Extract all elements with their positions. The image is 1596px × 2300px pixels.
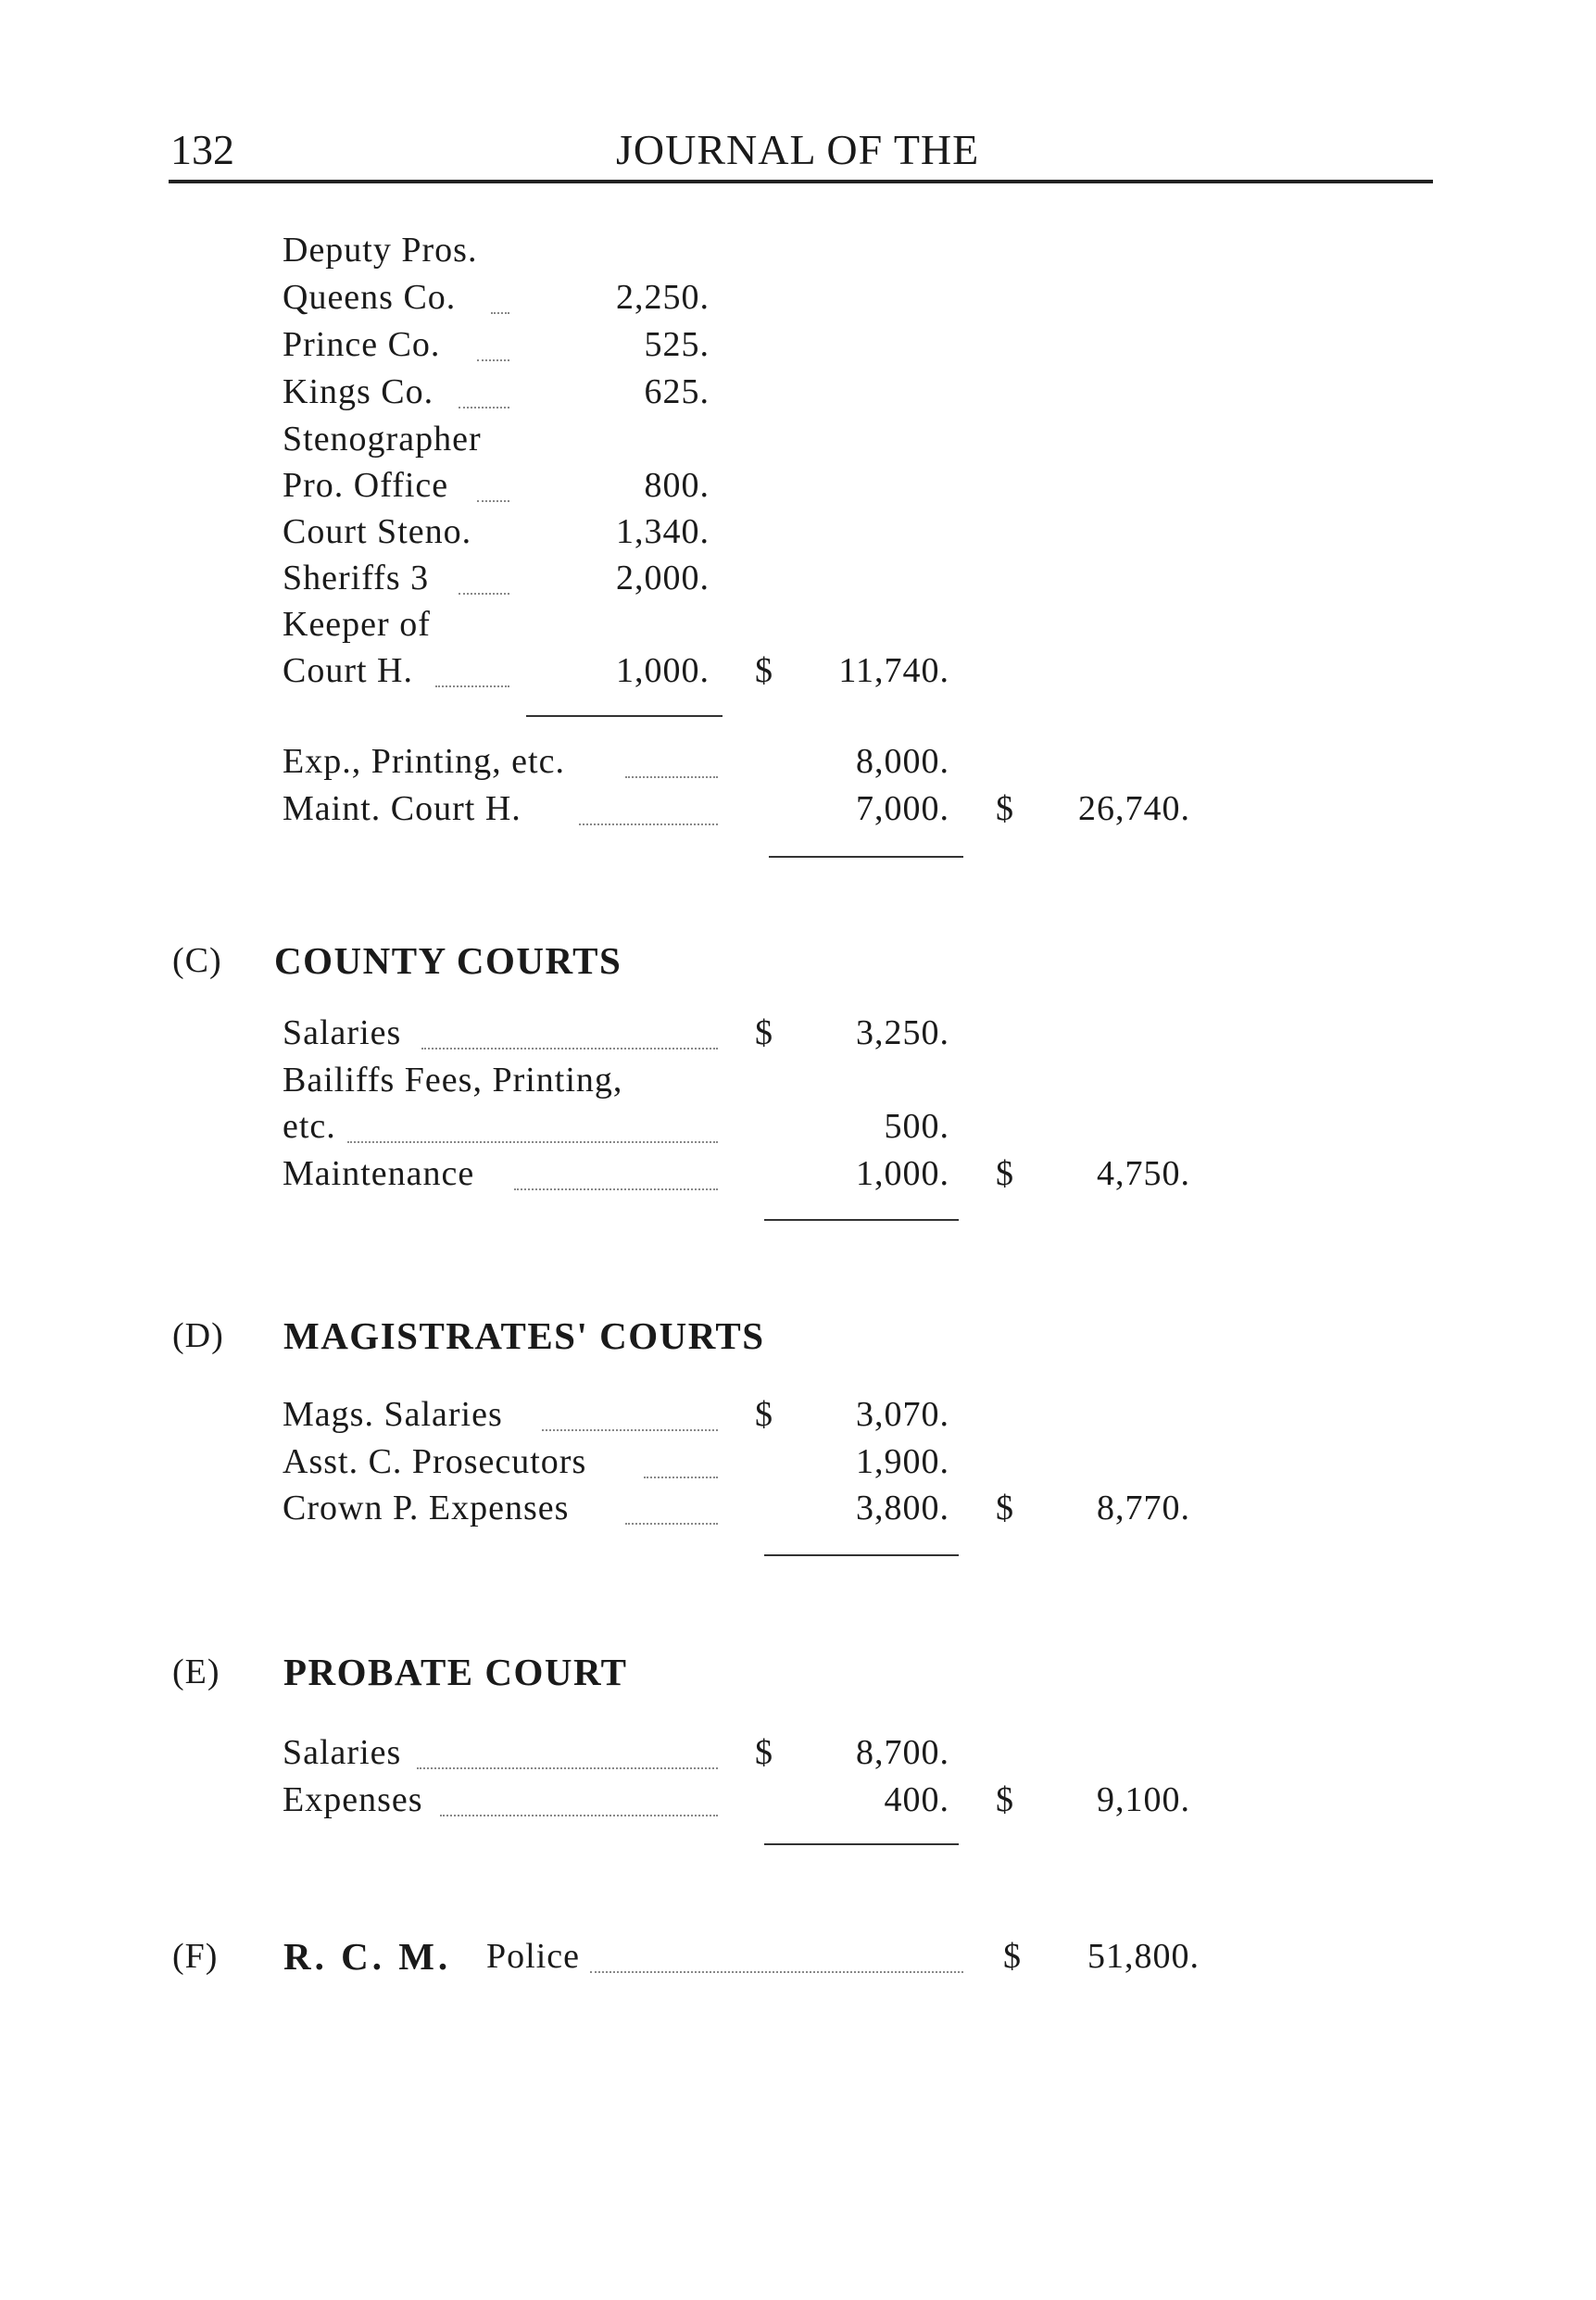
exp-printing-amount: 8,000.	[856, 742, 949, 781]
total-rule	[764, 1843, 959, 1845]
leader-dots	[514, 1188, 718, 1190]
crown-expenses-amount: 3,800.	[856, 1489, 949, 1527]
header-rule	[169, 180, 1433, 183]
leader-dots	[347, 1141, 718, 1143]
dollar-sign: $	[996, 1154, 1013, 1193]
dollar-sign: $	[755, 1733, 773, 1772]
pro-office-label: Pro. Office	[283, 466, 449, 505]
police-heading-bold: R. C. M.	[283, 1935, 452, 1978]
section-letter-f: (F)	[172, 1937, 219, 1976]
leader-dots	[625, 776, 718, 778]
stenographer-label: Stenographer	[283, 420, 482, 459]
leader-dots	[421, 1048, 718, 1049]
leader-dots	[579, 823, 718, 825]
bailiffs-fees-label: Bailiffs Fees, Printing,	[283, 1061, 623, 1100]
asst-prosecutors-amount: 1,900.	[856, 1442, 949, 1481]
county-total: 4,750.	[1097, 1154, 1190, 1193]
probate-court-heading: PROBATE COURT	[283, 1651, 628, 1693]
county-salaries-label: Salaries	[283, 1013, 402, 1052]
court-h-amount: 1,000.	[616, 651, 710, 690]
subtotal-rule	[526, 715, 723, 717]
page-number: 132	[170, 126, 234, 173]
dollar-sign: $	[996, 1489, 1013, 1527]
deputy-pros-label: Deputy Pros.	[283, 231, 478, 270]
exp-total: 26,740.	[1078, 789, 1190, 828]
dollar-sign: $	[996, 1780, 1013, 1819]
sheriffs-label: Sheriffs 3	[283, 559, 430, 597]
court-steno-label: Court Steno.	[283, 512, 472, 551]
leader-dots	[459, 593, 509, 595]
pro-office-amount: 800.	[644, 466, 710, 505]
court-steno-amount: 1,340.	[616, 512, 710, 551]
leader-dots	[477, 500, 509, 502]
kings-co-amount: 625.	[644, 372, 710, 411]
magistrates-total: 8,770.	[1097, 1489, 1190, 1527]
leader-dots	[435, 685, 509, 687]
leader-dots	[542, 1429, 718, 1431]
queens-co-label: Queens Co.	[283, 278, 457, 317]
county-maintenance-amount: 1,000.	[856, 1154, 949, 1193]
etc-label: etc.	[283, 1107, 336, 1146]
section-letter-e: (E)	[172, 1653, 220, 1691]
queens-co-amount: 2,250.	[616, 278, 710, 317]
mags-salaries-label: Mags. Salaries	[283, 1395, 503, 1434]
dollar-sign: $	[996, 789, 1013, 828]
court-h-label: Court H.	[283, 651, 413, 690]
keeper-of-label: Keeper of	[283, 605, 431, 644]
section-letter-c: (C)	[172, 941, 222, 980]
prince-co-amount: 525.	[644, 325, 710, 364]
leader-dots	[459, 407, 509, 408]
kings-co-label: Kings Co.	[283, 372, 434, 411]
etc-amount: 500.	[884, 1107, 949, 1146]
probate-salaries-amount: 8,700.	[856, 1733, 949, 1772]
county-courts-heading: COUNTY COURTS	[274, 939, 622, 982]
page-header-title: JOURNAL OF THE	[616, 126, 980, 173]
police-total: 51,800.	[1087, 1937, 1200, 1976]
dollar-sign: $	[755, 1013, 773, 1052]
probate-expenses-amount: 400.	[884, 1780, 949, 1819]
police-heading-rest: Police	[486, 1937, 580, 1976]
dollar-sign: $	[755, 1395, 773, 1434]
sheriffs-amount: 2,000.	[616, 559, 710, 597]
probate-expenses-label: Expenses	[283, 1780, 423, 1819]
total-rule	[764, 1554, 959, 1556]
leader-dots	[625, 1523, 718, 1525]
asst-prosecutors-label: Asst. C. Prosecutors	[283, 1442, 587, 1481]
county-maintenance-label: Maintenance	[283, 1154, 475, 1193]
maint-court-amount: 7,000.	[856, 789, 949, 828]
dollar-sign: $	[755, 651, 773, 690]
dollar-sign: $	[1003, 1937, 1021, 1976]
probate-total: 9,100.	[1097, 1780, 1190, 1819]
leader-dots	[590, 1971, 963, 1973]
leader-dots	[477, 359, 509, 361]
leader-dots	[417, 1767, 718, 1769]
mags-salaries-amount: 3,070.	[856, 1395, 949, 1434]
total-rule	[764, 1219, 959, 1221]
maint-court-label: Maint. Court H.	[283, 789, 522, 828]
leader-dots	[644, 1477, 718, 1478]
leader-dots	[440, 1815, 718, 1816]
crown-expenses-label: Crown P. Expenses	[283, 1489, 570, 1527]
probate-salaries-label: Salaries	[283, 1733, 402, 1772]
county-salaries-amount: 3,250.	[856, 1013, 949, 1052]
total-rule	[769, 856, 963, 858]
leader-dots	[491, 312, 509, 314]
magistrates-courts-heading: MAGISTRATES' COURTS	[283, 1314, 765, 1357]
exp-printing-label: Exp., Printing, etc.	[283, 742, 565, 781]
prince-co-label: Prince Co.	[283, 325, 441, 364]
deputy-subtotal: 11,740.	[838, 651, 949, 690]
section-letter-d: (D)	[172, 1316, 224, 1355]
